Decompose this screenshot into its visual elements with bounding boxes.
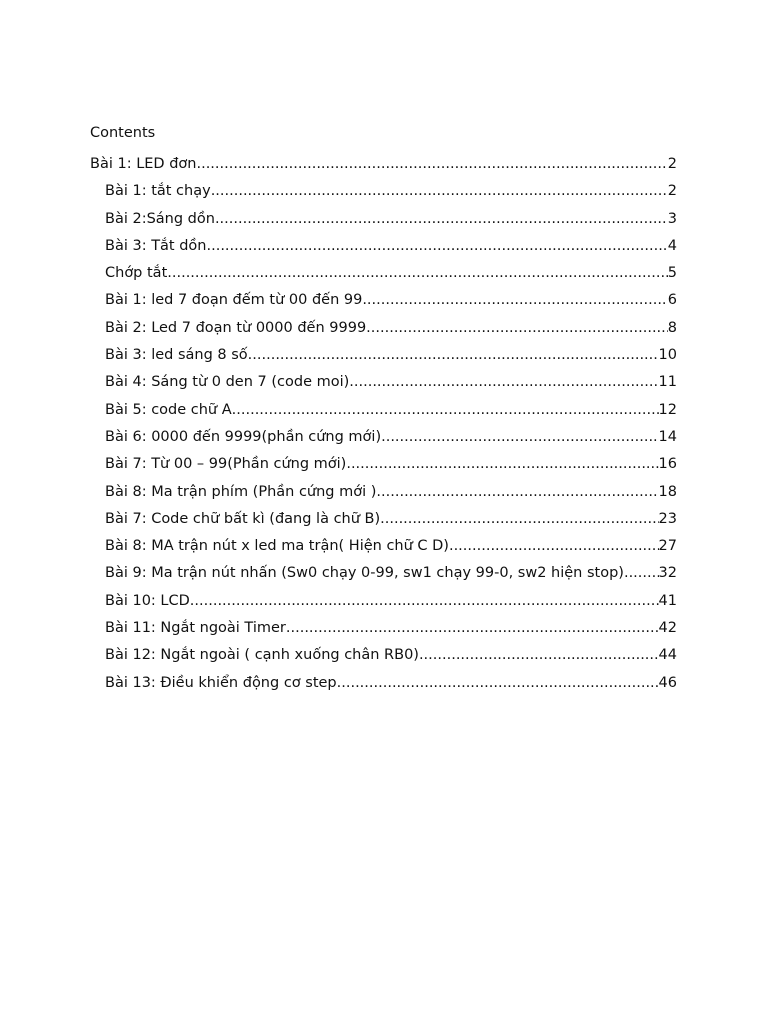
toc-entry[interactable] <box>90 537 677 564</box>
toc-entry[interactable] <box>90 291 677 318</box>
toc-entry-page-number[interactable]: 23 <box>658 510 677 527</box>
toc-entry-title[interactable]: Bài 9: Ma trận nút nhấn (Sw0 chạy 0-99, sw1 chạy 99-0, sw2 hiện stop). <box>105 565 629 582</box>
toc-entry-page-number[interactable]: 14 <box>658 428 677 445</box>
toc-entry-page-number[interactable]: 42 <box>658 620 677 637</box>
toc-dot-leader <box>190 592 659 610</box>
toc-entry[interactable] <box>90 182 677 209</box>
toc-entry[interactable] <box>90 401 677 428</box>
toc-entry-page-number[interactable]: 27 <box>658 538 677 555</box>
toc-dot-leader <box>337 674 659 692</box>
toc-entry-page-number[interactable]: 12 <box>658 401 677 418</box>
toc-entry-page-number[interactable]: 3 <box>667 210 677 227</box>
toc-dot-leader <box>366 319 668 337</box>
toc-entry[interactable] <box>90 428 677 455</box>
toc-dot-leader <box>215 210 668 228</box>
toc-entry-page-number[interactable]: 4 <box>667 237 677 254</box>
toc-entry-title[interactable]: Bài 11: Ngắt ngoài Timer <box>105 620 286 637</box>
toc-entry[interactable] <box>90 592 677 619</box>
toc-entry[interactable] <box>90 564 677 591</box>
toc-entry[interactable] <box>90 264 677 291</box>
toc-entry-title[interactable]: Bài 4: Sáng từ 0 den 7 (code moi) <box>105 374 350 391</box>
toc-entry-page-number[interactable]: 44 <box>658 647 677 664</box>
toc-entry-title[interactable]: Bài 10: LCD <box>105 592 190 609</box>
toc-entry-page-number[interactable]: 2 <box>667 183 677 200</box>
toc-dot-leader <box>349 373 658 391</box>
toc-entry-page-number[interactable]: 41 <box>658 592 677 609</box>
toc-entry[interactable] <box>90 510 677 537</box>
toc-dot-leader <box>196 155 667 173</box>
toc-entry-page-number[interactable]: 10 <box>658 347 677 364</box>
toc-entry-title[interactable]: Bài 1: LED đơn <box>90 156 197 172</box>
toc-entry-title[interactable]: Chớp tắt <box>105 265 168 282</box>
toc-dot-leader <box>286 619 659 637</box>
toc-dot-leader <box>167 264 668 282</box>
toc-entry-title[interactable]: Bài 3: Tắt dồn <box>105 237 207 254</box>
toc-entry-title[interactable]: Bài 12: Ngắt ngoài ( cạnh xuống chân RB0) <box>105 647 419 664</box>
toc-entry-title[interactable]: Bài 2: Led 7 đoạn từ 0000 đến 9999 <box>105 319 367 336</box>
toc-entry-title[interactable]: Bài 7: Từ 00 – 99(Phần cứng mới) <box>105 456 347 473</box>
table-of-contents <box>90 124 677 701</box>
toc-entry-title[interactable]: Bài 6: 0000 đến 9999(phần cứng mới) <box>105 428 382 445</box>
toc-entry-page-number[interactable]: 2 <box>667 156 677 172</box>
toc-entry-page-number[interactable]: 8 <box>667 319 677 336</box>
toc-entry[interactable] <box>90 619 677 646</box>
toc-entry-page-number[interactable]: 11 <box>658 374 677 391</box>
toc-dot-leader <box>232 401 659 419</box>
toc-dot-leader <box>380 510 658 528</box>
toc-entry-title[interactable]: Bài 3: led sáng 8 số <box>105 347 248 364</box>
toc-entry-list <box>90 155 677 701</box>
toc-dot-leader <box>248 346 659 364</box>
toc-dot-leader <box>207 237 668 255</box>
toc-entry-title[interactable]: Bài 13: Điều khiển động cơ step <box>105 674 337 691</box>
toc-dot-leader <box>449 537 659 555</box>
toc-entry-title[interactable]: Bài 8: Ma trận phím (Phần cứng mới ) <box>105 483 377 500</box>
toc-dot-leader <box>346 455 658 473</box>
toc-entry-title[interactable]: Bài 1: tắt chạy <box>105 183 211 200</box>
toc-heading: Contents <box>90 125 156 141</box>
toc-entry[interactable] <box>90 346 677 373</box>
toc-entry[interactable] <box>90 210 677 237</box>
toc-dot-leader <box>376 483 658 501</box>
toc-dot-leader <box>381 428 658 446</box>
toc-entry-title[interactable]: Bài 5: code chữ A <box>105 401 232 418</box>
toc-entry-title[interactable]: Bài 1: led 7 đoạn đếm từ 00 đến 99 <box>105 292 363 309</box>
toc-entry[interactable] <box>90 373 677 400</box>
toc-entry[interactable] <box>90 483 677 510</box>
toc-entry[interactable] <box>90 319 677 346</box>
toc-entry-page-number[interactable]: 18 <box>658 483 677 500</box>
toc-entry-title[interactable]: Bài 7: Code chữ bất kì (đang là chữ B) <box>105 510 381 527</box>
toc-entry[interactable] <box>90 237 677 264</box>
toc-entry[interactable] <box>90 674 677 701</box>
toc-entry-page-number[interactable]: 5 <box>667 265 677 282</box>
toc-dot-leader <box>211 182 668 200</box>
toc-entry-page-number[interactable]: 6 <box>667 292 677 309</box>
toc-entry-page-number[interactable]: 16 <box>658 456 677 473</box>
toc-entry[interactable] <box>90 646 677 673</box>
toc-entry-page-number[interactable]: 46 <box>658 674 677 691</box>
toc-dot-leader <box>362 291 667 309</box>
toc-entry[interactable] <box>90 155 677 182</box>
toc-entry-title[interactable]: Bài 8: MA trận nút x led ma trận( Hiện chữ C D) <box>105 538 449 555</box>
toc-entry[interactable] <box>90 455 677 482</box>
toc-dot-leader <box>629 564 659 582</box>
toc-entry-page-number[interactable]: 32 <box>658 565 677 582</box>
toc-dot-leader <box>419 646 659 664</box>
toc-entry-title[interactable]: Bài 2:Sáng dồn <box>105 210 215 227</box>
